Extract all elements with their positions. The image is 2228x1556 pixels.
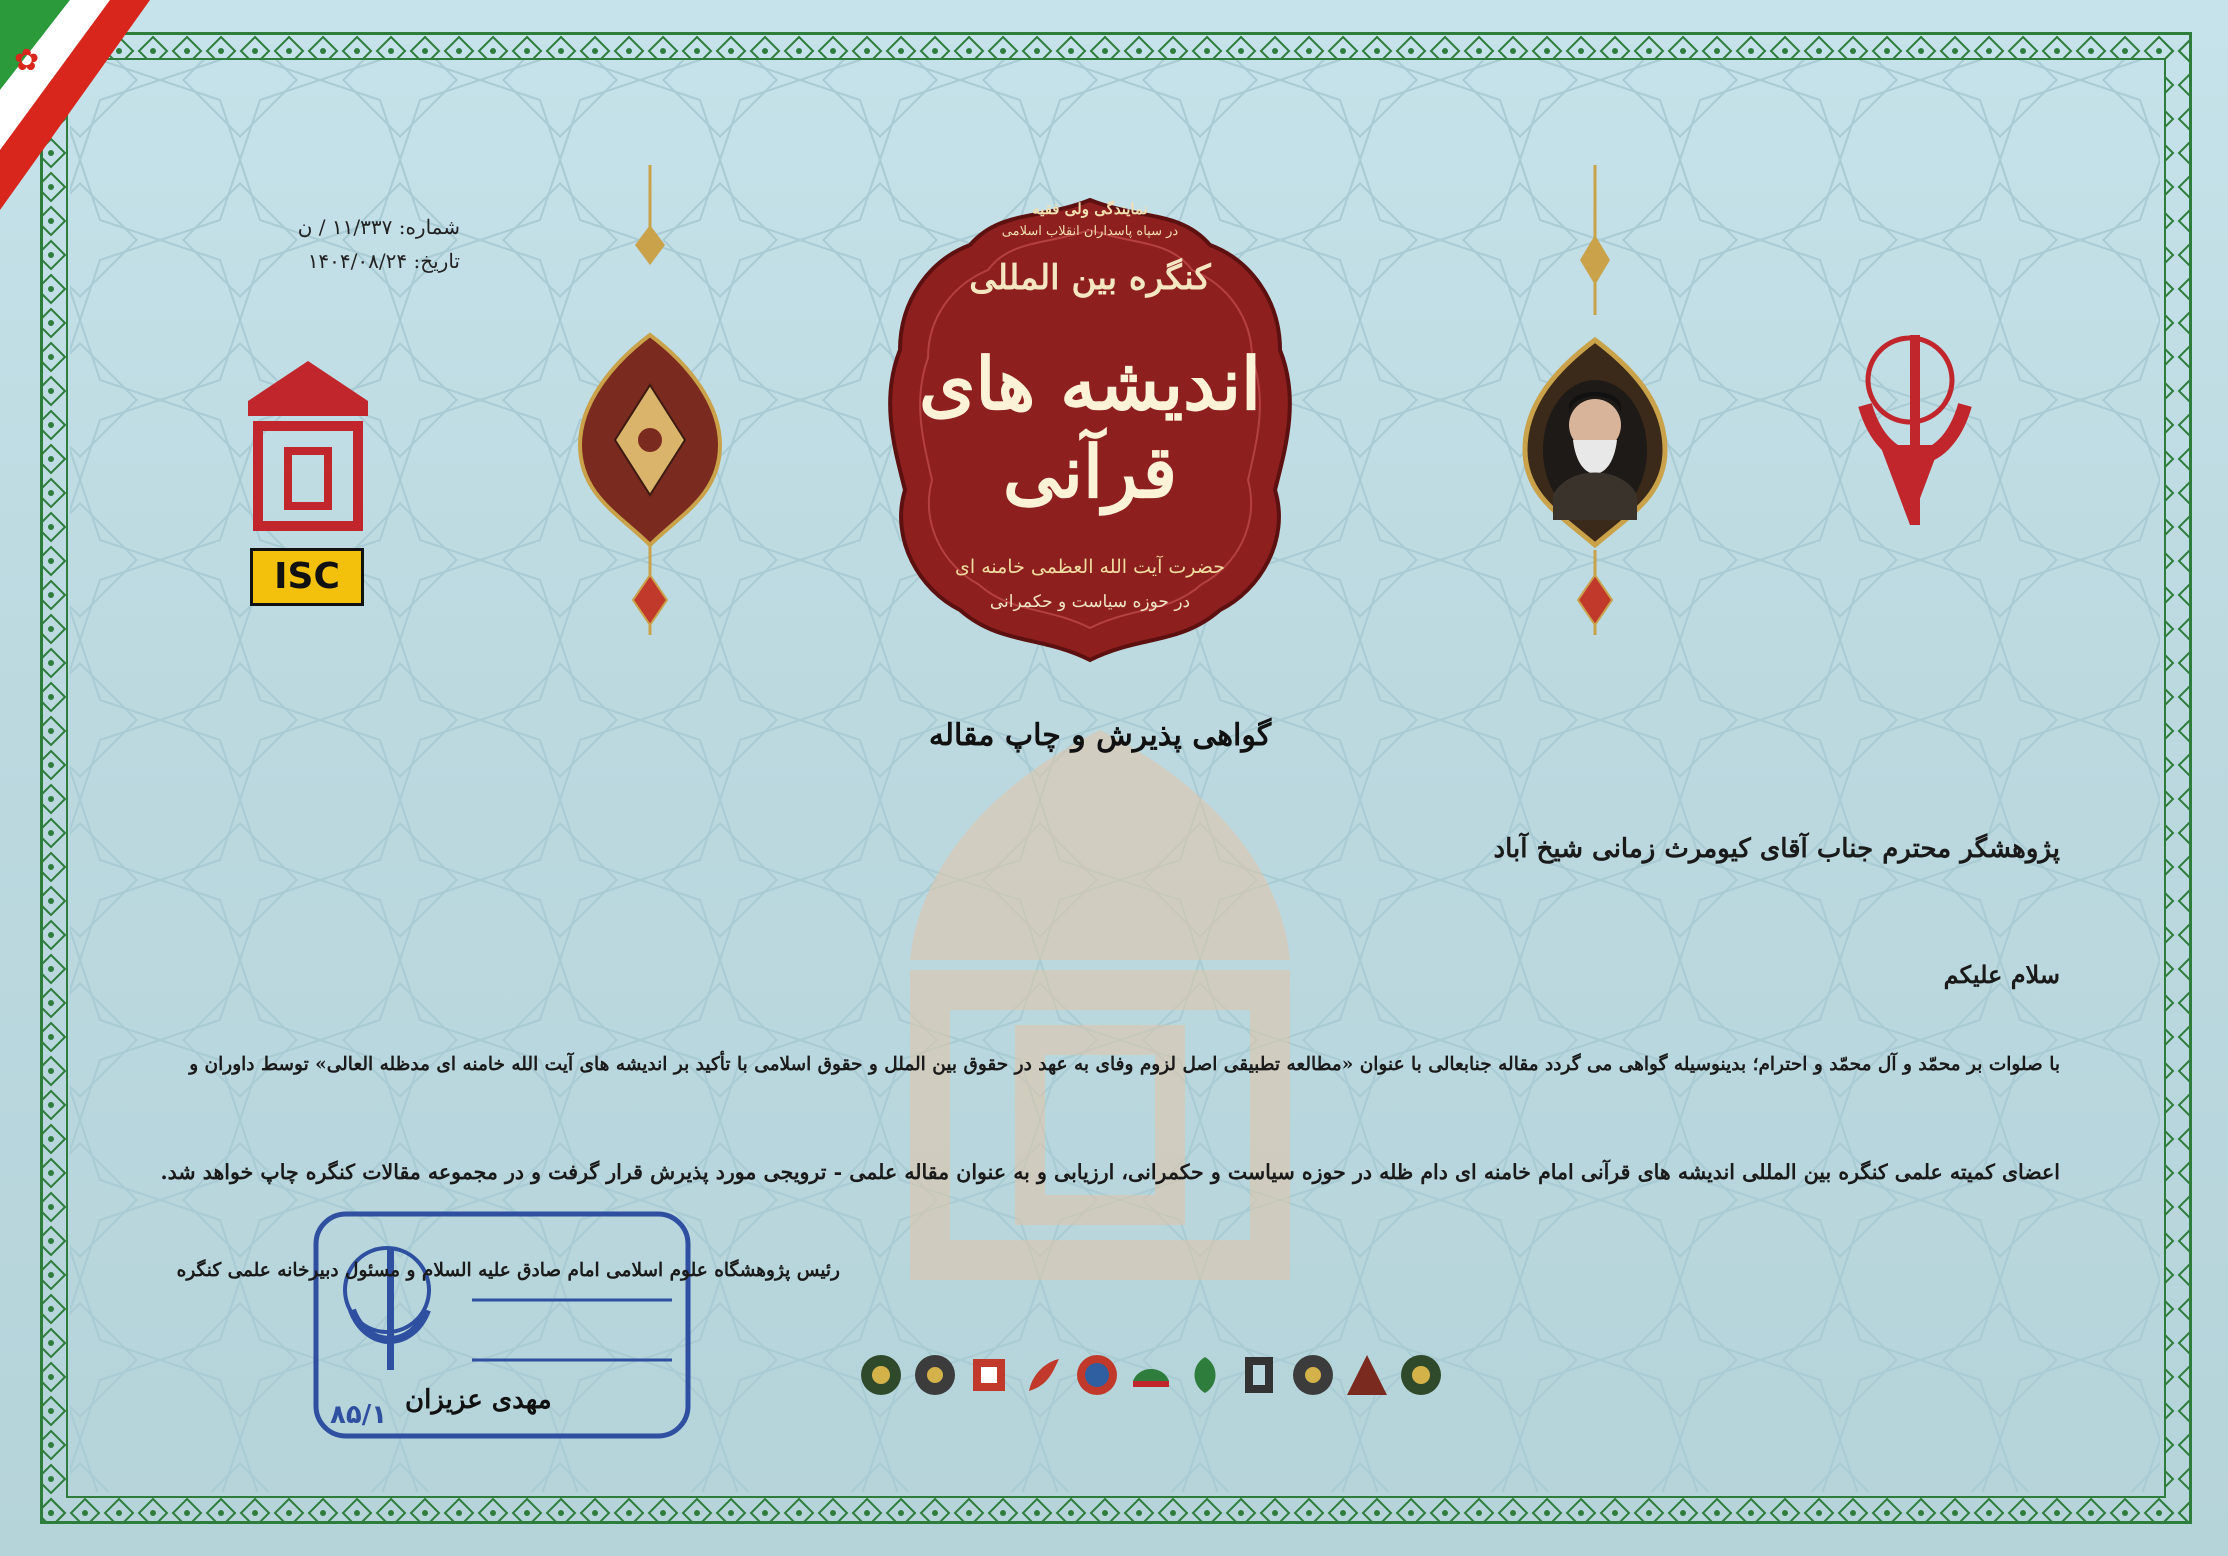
- reference-date: تاریخ: ۱۴۰۴/۰۸/۲۴: [307, 249, 460, 273]
- sponsor-logo-1: [1397, 1351, 1445, 1399]
- institute-watermark: [860, 720, 1340, 1280]
- imam-sadiq-institute-logo: [238, 356, 378, 536]
- signer-title: رئیس پژوهشگاه علوم اسلامی امام صادق علیه السلام و مسئول دبیرخانه علمی کنگره: [176, 1260, 840, 1281]
- certificate-heading: گواهی پذیرش و چاپ مقاله: [928, 718, 1272, 753]
- irgc-logo: [1845, 325, 1995, 535]
- iran-flag-ribbon: [0, 0, 170, 230]
- left-carpet-ornament: [570, 165, 730, 655]
- sponsor-logo-4: [1235, 1351, 1283, 1399]
- leader-portrait: [1528, 345, 1658, 530]
- emblem-field-line: در حوزه سیاست و حکمرانی: [989, 592, 1191, 612]
- reference-number: شماره: ۱۱/۳۳۷ / ن: [297, 215, 460, 239]
- sponsor-logo-7: [1073, 1351, 1121, 1399]
- reference-block: [220, 210, 460, 278]
- body-line-1: با صلوات بر محمّد و آل محمّد و احترام؛ بدینوسیله گواهی می گردد مقاله جنابعالی با عنوان «مطالعه تطبیقی اصل لزوم وفای به عهد در حقوق بین الملل و حقوق اسلامی با تأکید بر اندیشه های آیت الله خامنه ای مدظله العالی» توسط داوران و: [189, 1054, 2060, 1075]
- sponsor-logo-10: [911, 1351, 959, 1399]
- addressee-line: پژوهشگر محترم جناب آقای کیومرث زمانی شیخ آباد: [1493, 834, 2060, 864]
- body-line-2: اعضای کمیته علمی کنگره بین المللی اندیشه های قرآنی امام خامنه ای دام ظله در حوزه سیاست و حکمرانی، ارزیابی و به عنوان مقاله علمی - ترویجی مورد پذیرش قرار گرفت و در مجموعه مقالات کنگره چاپ خواهد شد.: [160, 1160, 2060, 1184]
- sponsor-logo-5: [1181, 1351, 1229, 1399]
- emblem-congress-label: کنگره بین المللی: [969, 258, 1211, 298]
- svg-text:✿: ✿: [14, 43, 40, 78]
- emblem-organizer-line1: نمایندگی ولی فقیه: [1032, 200, 1148, 218]
- sponsor-logo-8: [1019, 1351, 1067, 1399]
- sponsor-logo-3: [1289, 1351, 1337, 1399]
- sponsor-logos: [815, 1345, 1445, 1405]
- greeting-line: سلام علیکم: [1943, 960, 2060, 989]
- emblem-main-title: اندیشه های قرآنی: [918, 341, 1262, 514]
- stamp-number: ۸۵/۱: [330, 1400, 388, 1430]
- sponsor-logo-11: [857, 1351, 905, 1399]
- sponsor-logo-2: [1343, 1351, 1391, 1399]
- emblem-organizer-line2: در سپاه پاسداران انقلاب اسلامی: [1001, 224, 1179, 239]
- isc-badge: ISC: [250, 548, 364, 606]
- signer-name: مهدی عزیزان: [405, 1385, 552, 1415]
- emblem-leader-line: حضرت آیت الله العظمی خامنه ای: [955, 556, 1225, 578]
- sponsor-logo-9: [965, 1351, 1013, 1399]
- sponsor-logo-6: [1127, 1351, 1175, 1399]
